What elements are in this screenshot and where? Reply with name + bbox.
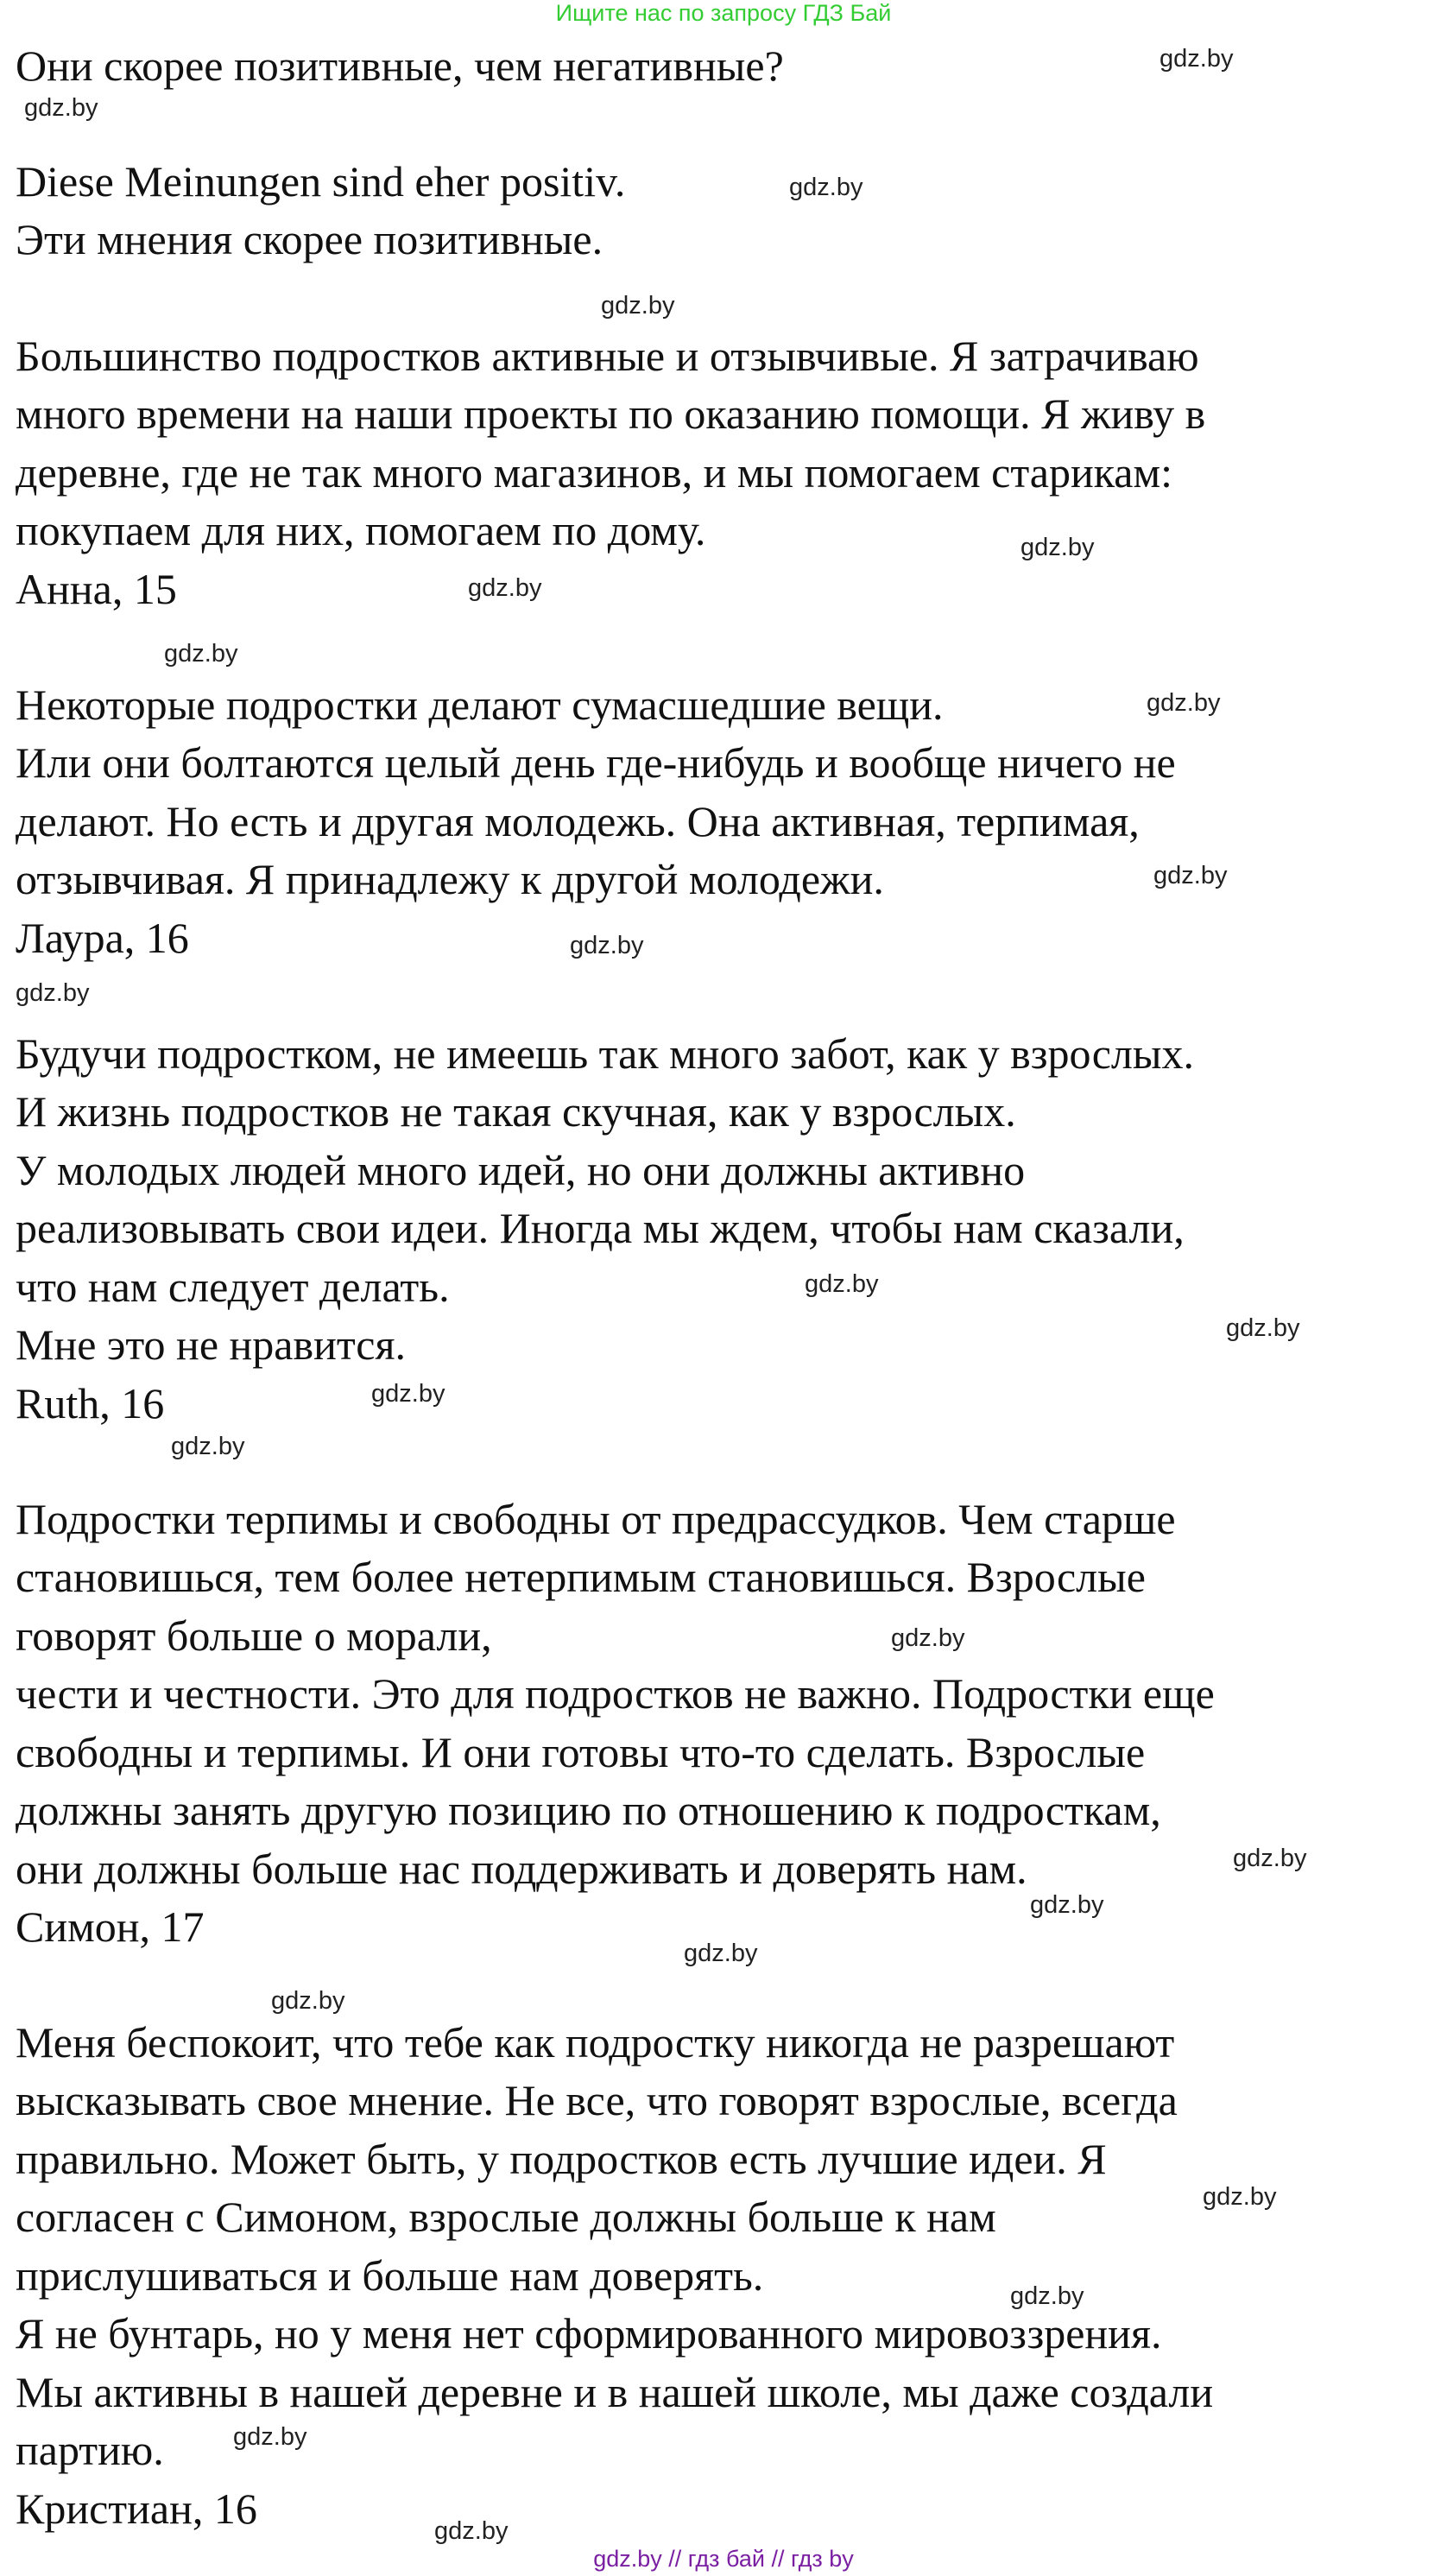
watermark: gdz.by <box>1147 689 1221 717</box>
text-line: У молодых людей много идей, но они должны активно <box>16 1146 1026 1194</box>
text-line: Я не бунтарь, но у меня нет сформированного мировоззрения. <box>16 2309 1162 2358</box>
text-line: И жизнь подростков не такая скучная, как у взрослых. <box>16 1087 1016 1136</box>
text-line: правильно. Может быть, у подростков есть лучшие идеи. Я <box>16 2135 1107 2183</box>
text-line: согласен с Симоном, взрослые должны больше к нам <box>16 2193 996 2241</box>
watermark: gdz.by <box>1153 862 1228 889</box>
text-line: Лаура, 16 <box>16 914 189 962</box>
watermark: gdz.by <box>789 174 863 201</box>
watermark: gdz.by <box>1226 1314 1300 1342</box>
watermark: gdz.by <box>601 292 675 320</box>
text-line: покупаем для них, помогаем по дому. <box>16 506 706 554</box>
text-line: Или они болтаются целый день где-нибудь и вообще ничего не <box>16 738 1176 787</box>
text-line: Diese Meinungen sind eher positiv. <box>16 157 626 206</box>
watermark: gdz.by <box>434 2517 509 2545</box>
watermark: gdz.by <box>164 640 238 668</box>
text-line: Эти мнения скорее позитивные. <box>16 215 603 263</box>
watermark: gdz.by <box>1030 1891 1104 1919</box>
text-line: прислушиваться и больше нам доверять. <box>16 2251 764 2300</box>
watermark: gdz.by <box>570 932 644 959</box>
text-line: Большинство подростков активные и отзывчивые. Я затрачиваю <box>16 332 1199 380</box>
text-line: Мне это не нравится. <box>16 1320 406 1369</box>
watermark: gdz.by <box>271 1987 345 2015</box>
text-line: становишься, тем более нетерпимым становишься. Взрослые <box>16 1553 1146 1601</box>
text-line: они должны больше нас поддерживать и доверять нам. <box>16 1845 1027 1893</box>
text-line: реализовывать свои идеи. Иногда мы ждем, чтобы нам сказали, <box>16 1204 1185 1252</box>
watermark: gdz.by <box>16 979 90 1007</box>
watermark: gdz.by <box>371 1380 445 1408</box>
text-line: свободны и терпимы. И они готовы что-то сделать. Взрослые <box>16 1728 1146 1776</box>
text-line: Симон, 17 <box>16 1902 205 1951</box>
text-line: высказывать свое мнение. Не все, что говорят взрослые, всегда <box>16 2076 1178 2124</box>
watermark: gdz.by <box>1203 2183 1277 2211</box>
watermark: gdz.by <box>468 574 542 602</box>
text-line: Меня беспокоит, что тебе как подростку никогда не разрешают <box>16 2018 1175 2066</box>
text-line: Будучи подростком, не имеешь так много забот, как у взрослых. <box>16 1029 1194 1078</box>
text-line: делают. Но есть и другая молодежь. Она активная, терпимая, <box>16 797 1140 845</box>
watermark: gdz.by <box>805 1270 879 1298</box>
watermark: gdz.by <box>684 1940 758 1967</box>
text-line: Подростки терпимы и свободны от предрассудков. Чем старше <box>16 1495 1176 1543</box>
text-line: Кристиан, 16 <box>16 2484 257 2533</box>
watermark: gdz.by <box>1010 2282 1084 2310</box>
watermark: gdz.by <box>1020 534 1095 561</box>
text-line: партию. <box>16 2426 164 2474</box>
text-line: Анна, 15 <box>16 565 177 613</box>
search-hint-link[interactable]: Ищите нас по запросу ГДЗ Бай <box>555 0 892 26</box>
watermark: gdz.by <box>233 2423 307 2451</box>
text-line: Ruth, 16 <box>16 1379 165 1427</box>
text-line: много времени на наши проекты по оказанию помощи. Я живу в <box>16 389 1206 438</box>
text-line: деревне, где не так много магазинов, и мы помогаем старикам: <box>16 448 1172 497</box>
text-line: отзывчивая. Я принадлежу к другой молодежи. <box>16 855 884 903</box>
text-line: Мы активны в нашей деревне и в нашей школе, мы даже создали <box>16 2368 1214 2416</box>
text-line: должны занять другую позицию по отношению к подросткам, <box>16 1786 1161 1834</box>
text-line: что нам следует делать. <box>16 1263 450 1311</box>
watermark: gdz.by <box>24 94 98 122</box>
watermark: gdz.by <box>1159 45 1234 73</box>
text-line: Некоторые подростки делают сумасшедшие вещи. <box>16 680 944 729</box>
text-line: чести и честности. Это для подростков не важно. Подростки еще <box>16 1669 1215 1718</box>
watermark: gdz.by <box>171 1433 245 1460</box>
text-line: говорят больше о морали, <box>16 1611 492 1660</box>
watermark: gdz.by <box>1233 1845 1307 1872</box>
footer-links[interactable]: gdz.by // гдз бай // гдз by <box>593 2546 854 2572</box>
text-line: Они скорее позитивные, чем негативные? <box>16 41 784 90</box>
watermark: gdz.by <box>891 1624 965 1652</box>
